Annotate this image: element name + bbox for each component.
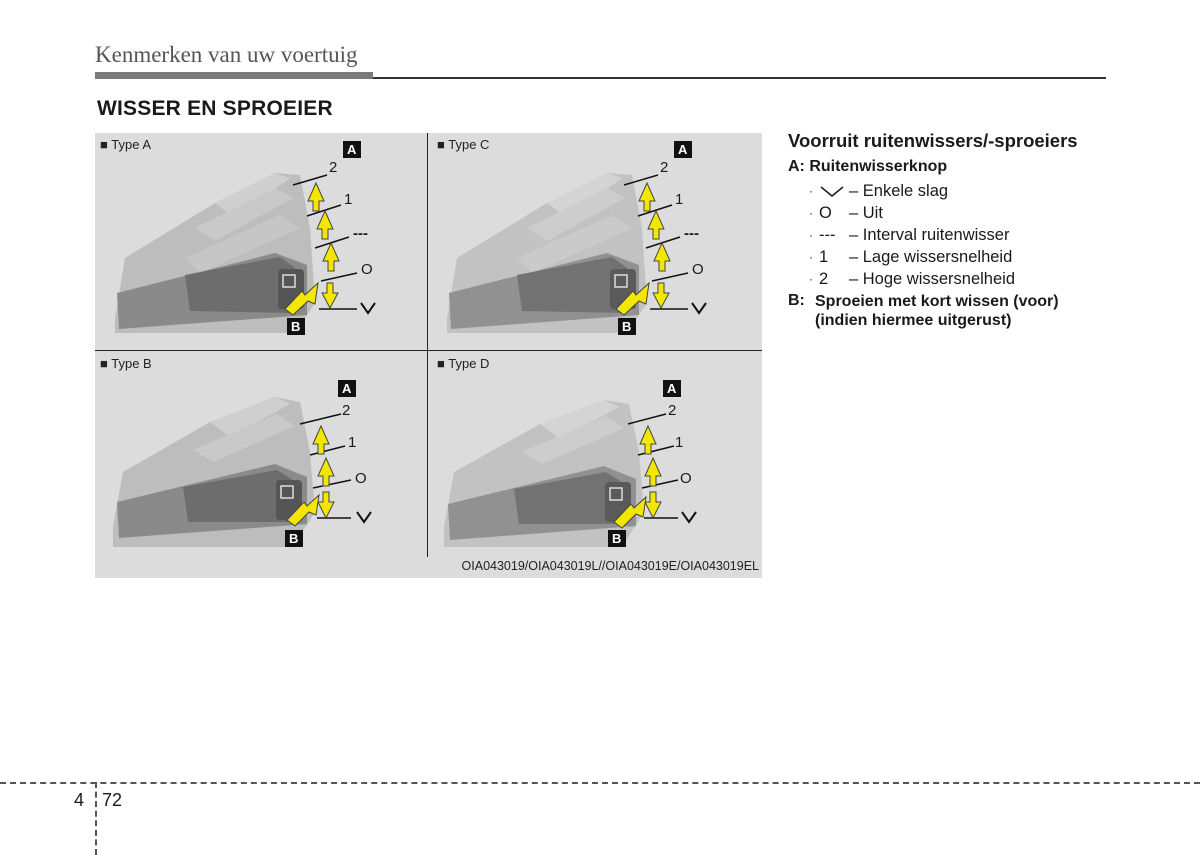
mode-low: · 1 – Lage wissersnelheid <box>809 248 1013 266</box>
level-1-label: 1 <box>675 434 684 451</box>
level-off-label: O <box>355 470 367 487</box>
single-stroke-icon <box>819 184 849 198</box>
figure-code: OIA043019/OIA043019L//OIA043019E/OIA043019EL <box>461 559 759 573</box>
mode-single-stroke: · – Enkele slag <box>809 182 949 200</box>
header-rule-thin <box>373 77 1106 79</box>
chapter-title: Kenmerken van uw voertuig <box>95 42 358 67</box>
wiper-stalk-illustration-icon <box>95 133 425 348</box>
header-rule-thick <box>95 72 373 79</box>
panel-type-c <box>432 133 762 348</box>
level-off-label: O <box>680 470 692 487</box>
level-off-label: O <box>361 261 373 278</box>
level-interval-label: --- <box>684 225 699 242</box>
panel-type-a <box>95 133 425 348</box>
mode-symbol: 2 <box>819 270 829 288</box>
level-2-label: 2 <box>342 402 351 419</box>
mode-off: · O – Uit <box>809 204 883 222</box>
figure-divider-vertical <box>427 133 428 557</box>
marker-a: A <box>667 381 677 396</box>
mode-text: – Interval ruitenwisser <box>849 226 1010 244</box>
wiper-stalk-illustration-icon <box>95 352 425 567</box>
footer-page-number: 72 <box>102 790 123 810</box>
marker-a: A <box>347 142 357 157</box>
wiper-stalk-illustration-icon <box>432 352 762 567</box>
wiper-figure <box>95 133 762 578</box>
footer-chapter-number: 4 <box>74 790 85 810</box>
mode-text: – Hoge wissersnelheid <box>849 270 1016 288</box>
mode-symbol: O <box>819 204 832 222</box>
level-1-label: 1 <box>675 191 684 208</box>
mode-symbol: 1 <box>819 248 829 266</box>
mode-text: – Enkele slag <box>849 182 949 200</box>
type-label-b: ■ Type B <box>100 356 152 371</box>
level-1-label: 1 <box>344 191 353 208</box>
mode-symbol: --- <box>819 226 836 244</box>
b-text-line2: (indien hiermee uitgerust) <box>815 312 1012 329</box>
marker-a: A <box>678 142 688 157</box>
level-off-label: O <box>692 261 704 278</box>
level-2-label: 2 <box>329 159 338 176</box>
type-label-d: ■ Type D <box>437 356 490 371</box>
b-text-line1: Sproeien met kort wissen (voor) <box>815 293 1059 310</box>
marker-b: B <box>289 531 299 546</box>
side-title: Voorruit ruitenwissers/-sproeiers <box>788 130 1078 151</box>
footer-rule-horizontal <box>0 782 1200 784</box>
marker-b: B <box>622 319 632 334</box>
level-2-label: 2 <box>660 159 669 176</box>
b-key: B: <box>788 292 805 309</box>
marker-b: B <box>291 319 301 334</box>
mode-text: – Lage wissersnelheid <box>849 248 1013 266</box>
mode-interval: · --- – Interval ruitenwisser <box>809 226 1010 244</box>
a-heading: A: Ruitenwisserknop <box>788 158 948 175</box>
marker-b: B <box>612 531 622 546</box>
wiper-mode-list <box>788 180 1118 290</box>
level-interval-label: --- <box>353 225 368 242</box>
marker-a: A <box>342 381 352 396</box>
level-2-label: 2 <box>668 402 677 419</box>
wiper-description <box>788 130 1118 330</box>
b-description <box>788 292 1118 330</box>
section-title: WISSER EN SPROEIER <box>97 97 333 120</box>
wiper-stalk-illustration-icon <box>432 133 762 348</box>
mode-high: · 2 – Hoge wissersnelheid <box>809 270 1016 288</box>
type-label-a: ■ Type A <box>100 137 151 152</box>
footer-rule-vertical <box>95 782 97 855</box>
panel-type-d <box>432 352 762 567</box>
figure-divider-horizontal <box>95 350 762 351</box>
type-label-c: ■ Type C <box>437 137 490 152</box>
level-1-label: 1 <box>348 434 357 451</box>
mode-text: – Uit <box>849 204 883 222</box>
panel-type-b <box>95 352 425 567</box>
